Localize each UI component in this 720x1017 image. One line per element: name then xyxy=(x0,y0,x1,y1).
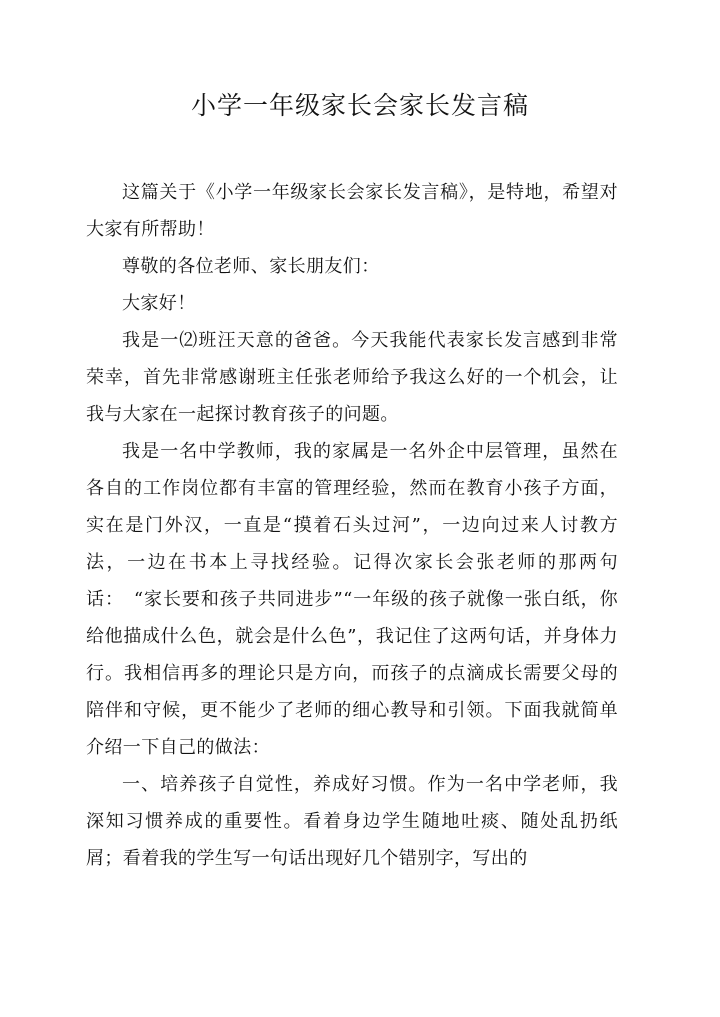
paragraph-greeting: 大家好！ xyxy=(122,293,196,314)
paragraph-intro: 这篇关于《小学一年级家长会家长发言稿》，是特地，希望对大家有所帮助！ xyxy=(86,182,618,240)
document-title: 小学一年级家长会家长发言稿 xyxy=(190,91,529,120)
document-body xyxy=(86,174,618,877)
paragraph-habits: 一、培养孩子自觉性，养成好习惯。作为一名中学老师，我深知习惯养成的重要性。看着身边学生随地吐痰、随处乱扔纸屑；看着我的学生写一句话出现好几个错别字，写出的 xyxy=(86,774,618,869)
paragraph-self-intro: 我是一⑵班汪天意的爸爸。今天我能代表家长发言感到非常荣幸，首先非常感谢班主任张老师给予我这么好的一个机会，让我与大家在一起探讨教育孩子的问题。 xyxy=(86,330,618,425)
paragraph-salutation: 尊敬的各位老师、家长朋友们： xyxy=(122,256,380,277)
paragraph-background: 我是一名中学教师，我的家属是一名外企中层管理，虽然在各自的工作岗位都有丰富的管理经验，然而在教育小孩子方面，实在是门外汉，一直是“摸着石头过河”，一边向过来人讨教方法，一边在书本上寻找经验。记得次家长会张老师的那两句话： “家长要和孩子共同进步”“一年级的孩子就像一张白纸，你给他描成什么色，就会是什么色”，我记住了这两句话，并身体力行。我相信再多的理论只是方向，而孩子的点滴成长需要父母的陪伴和守候，更不能少了老师的细心教导和引领。下面我就简单介绍一下自己的做法： xyxy=(86,441,618,758)
